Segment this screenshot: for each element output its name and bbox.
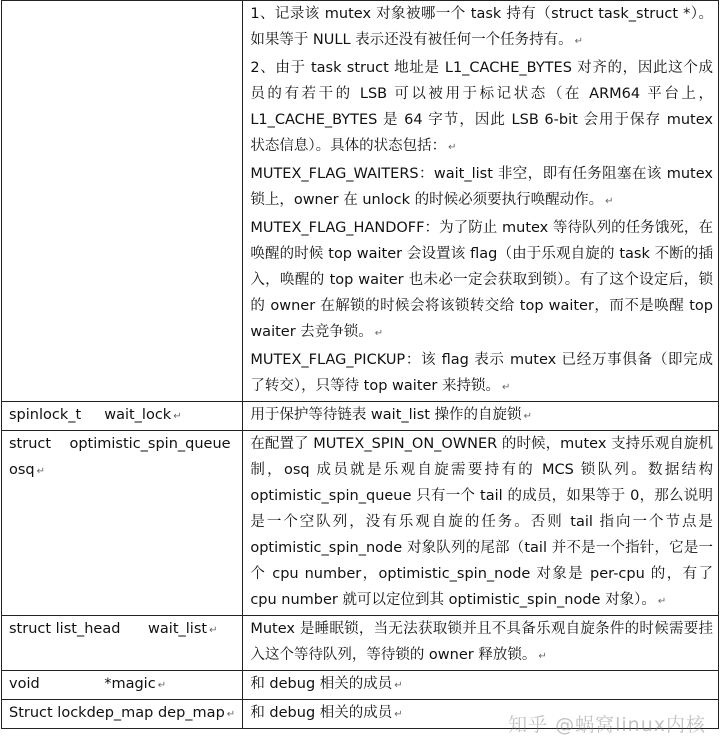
- table-row: [2, 402, 719, 431]
- description-cell: [243, 1, 719, 402]
- paragraph: MUTEX_FLAG_HANDOFF：为了防止 mutex 等待队列的任务饿死，在唤醒的时候 top waiter 会设置该 flag（由于乐观自旋的 task 不断的插入，唤醒的 top waiter 也未必一定会获取到锁）。有了这个设定后，锁的 owner 在解锁的时候会将该锁转交给 top waiter，而不是唤醒 top waiter 去竞争锁。 ↵: [250, 220, 713, 340]
- field-cell: spinlock_t wait_lock ↵: [2, 402, 243, 431]
- field-cell: struct optimistic_spin_queue osq ↵: [2, 431, 243, 616]
- paragraph: MUTEX_FLAG_PICKUP：该 flag 表示 mutex 已经万事俱备（即完成了转交），只等待 top waiter 来持锁。 ↵: [250, 352, 713, 394]
- field-cell: struct list_head wait_list ↵: [2, 616, 243, 671]
- table-row: [2, 671, 719, 700]
- struct-member-table: [1, 0, 719, 729]
- paragraph: 1、记录该 mutex 对象被哪一个 task 持有（struct task_struct *）。如果等于 NULL 表示还没有被任何一个任务持有。 ↵: [250, 6, 713, 48]
- description-cell: 用于保护等待链表 wait_list 操作的自旋锁 ↵: [243, 402, 719, 431]
- description-cell: 和 debug 相关的成员 ↵: [243, 700, 719, 729]
- paragraph: 2、由于 task struct 地址是 L1_CACHE_BYTES 对齐的，因此这个成员的有若干的 LSB 可以被用于标记状态（在 ARM64 平台上，L1_CACHE_BYTES 是 64 字节，因此 LSB 6-bit 会用于保存 mutex 状态信息）。具体的状态包括： ↵: [250, 60, 713, 154]
- field-cell: Struct lockdep_map dep_map ↵: [2, 700, 243, 729]
- table-row: [2, 1, 719, 402]
- field-cell: void *magic ↵: [2, 671, 243, 700]
- description-cell: 在配置了 MUTEX_SPIN_ON_OWNER 的时候，mutex 支持乐观自旋机制，osq 成员就是乐观自旋需要持有的 MCS 锁队列。数据结构 optimistic_spin_queue 只有一个 tail 的成员，如果等于 0，那么说明是一个空队列，没有乐观自旋的任务。否则 tail 指向一个节点是 optimistic_spin_node 对象队列的尾部（tail 并不是一个指针，它是一个 cpu number，optimistic_spin_node 对象是 per-cpu 的，有了 cpu number 就可以定位到其 optimistic_spin_node 对象）。 ↵: [243, 431, 719, 616]
- table-row: [2, 616, 719, 671]
- table-row: [2, 431, 719, 616]
- field-cell: [2, 1, 243, 402]
- watermark: 知乎 @蜗窝linux内核: [508, 714, 706, 736]
- paragraph: MUTEX_FLAG_WAITERS：wait_list 非空，即有任务阻塞在该 mutex 锁上，owner 在 unlock 的时候必须要执行唤醒动作。 ↵: [250, 166, 713, 208]
- description-cell: Mutex 是睡眠锁，当无法获取锁并且不具备乐观自旋条件的时候需要挂入这个等待队列，等待锁的 owner 释放锁。 ↵: [243, 616, 719, 671]
- description-cell: 和 debug 相关的成员 ↵: [243, 671, 719, 700]
